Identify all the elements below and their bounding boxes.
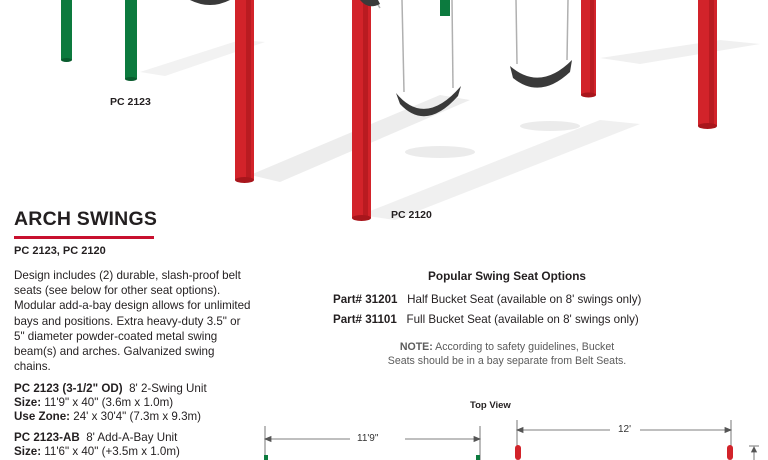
- dim-left: 11'9": [357, 433, 379, 444]
- product-description: Design includes (2) durable, slash-proof belt seats (see below for other seat options). Modular add-a-bay design allows for unlimited bays and positions. Extra heavy-duty 3.5" or 5" diameter powder-coated metal swing beam(s) and arches. Galvanized swing chains.: [14, 269, 251, 374]
- top-view-post-green-1: [264, 455, 268, 460]
- caption-pc2120: PC 2120: [391, 209, 432, 221]
- safety-note: [360, 341, 654, 368]
- green-post-center: [440, 0, 450, 16]
- title-underline: [14, 236, 154, 239]
- note-label: NOTE:: [399, 341, 433, 353]
- red-post-2: [352, 0, 371, 218]
- spec-1-title: [14, 382, 207, 396]
- caption-pc2123: PC 2123: [110, 96, 151, 108]
- dim-right: 12': [618, 424, 632, 435]
- spec-2-desc: 8' Add-A-Bay Unit: [86, 431, 178, 444]
- top-view-post-red-2: [727, 445, 733, 460]
- spec-2-name: PC 2123-AB: [14, 431, 80, 444]
- spec-1-size: [14, 396, 173, 410]
- note-line-2: Seats should be in a bay separate from Belt Seats.: [387, 354, 627, 367]
- red-post-4: [698, 0, 717, 126]
- seat-options-title: Popular Swing Seat Options: [428, 269, 586, 283]
- seat-option-1-part: Part# 31201: [333, 293, 398, 306]
- seat-partial: [190, 0, 230, 5]
- spec-1-size-label: Size:: [14, 396, 42, 409]
- spec-2-size-value: 11'6" x 40" (+3.5m x 1.0m): [44, 445, 180, 458]
- spec-1-name: PC 2123 (3-1/2" OD): [14, 382, 123, 395]
- product-models: PC 2123, PC 2120: [14, 245, 106, 257]
- spec-2-size: [14, 445, 180, 459]
- top-view-diagram: [255, 418, 768, 460]
- spec-1-desc: 8' 2-Swing Unit: [129, 382, 207, 395]
- top-view-post-green-2: [476, 455, 480, 460]
- green-post-right: [125, 0, 137, 79]
- spec-1-zone-value: 24' x 30'4" (7.3m x 9.3m): [73, 410, 202, 423]
- ground-shadows: [140, 40, 760, 220]
- green-post-left: [61, 0, 72, 60]
- top-view-title: Top View: [470, 400, 511, 411]
- note-line-1: According to safety guidelines, Bucket: [435, 341, 615, 353]
- belt-seat-2: [510, 60, 572, 88]
- seat-option-2-part: Part# 31101: [333, 313, 397, 326]
- spec-1-size-value: 11'9" x 40" (3.6m x 1.0m): [44, 396, 174, 409]
- seat-option-1: [333, 293, 641, 306]
- spec-2-title: [14, 431, 177, 445]
- red-post-1: [235, 0, 254, 180]
- seat-option-2-desc: Full Bucket Seat (available on 8' swings only): [406, 313, 639, 326]
- seat-option-2: [333, 313, 639, 326]
- spec-1-zone-label: Use Zone:: [14, 410, 71, 423]
- swing-set-illustration: [0, 0, 768, 225]
- spec-1-zone: [14, 410, 201, 424]
- top-view-post-red-1: [515, 445, 521, 460]
- spec-2-size-label: Size:: [14, 445, 42, 458]
- product-title: ARCH SWINGS: [14, 208, 158, 230]
- seat-option-1-desc: Half Bucket Seat (available on 8' swings only): [407, 293, 642, 306]
